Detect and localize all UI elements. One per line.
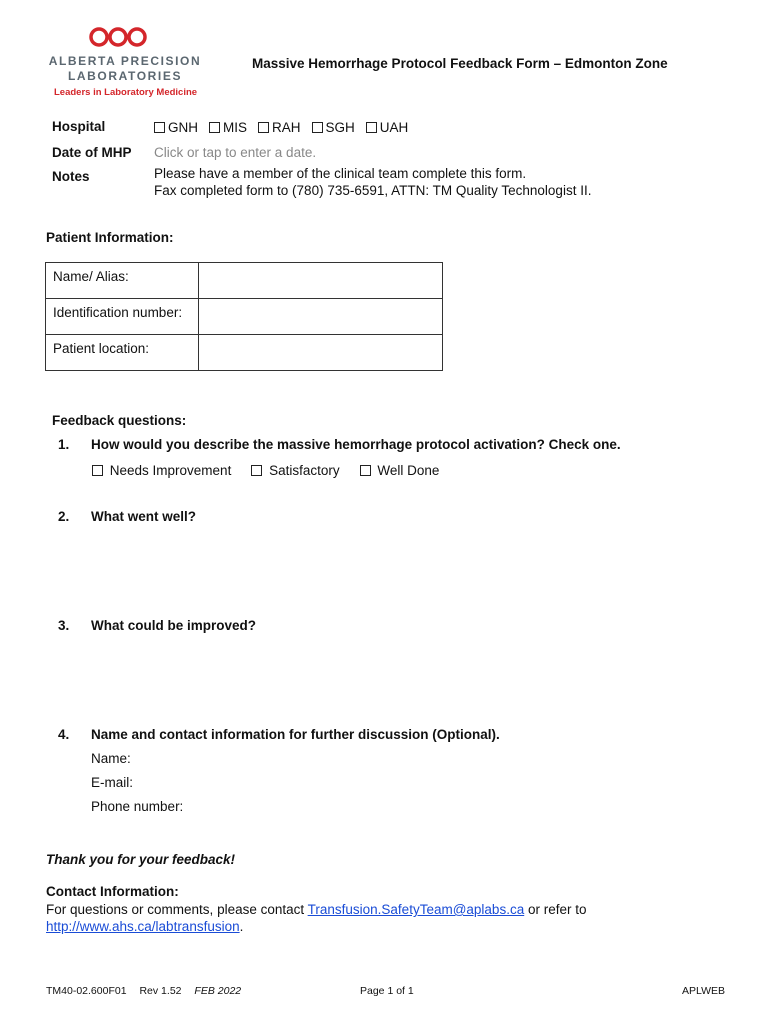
logo-mark: [88, 26, 148, 53]
patient-table: [45, 262, 443, 371]
contact-text: [46, 901, 706, 935]
patient-name-label: Name/ Alias:: [46, 263, 199, 299]
contact-email-link[interactable]: Transfusion.SafetyTeam@aplabs.ca: [307, 902, 525, 917]
hospital-option-sgh[interactable]: SGH: [312, 120, 355, 135]
q4-text: Name and contact information for further discussion (Optional).: [91, 727, 500, 742]
q1-options: [92, 463, 439, 478]
q1-option-needs-improvement[interactable]: Needs Improvement: [92, 463, 231, 478]
checkbox-icon[interactable]: [251, 465, 262, 476]
logo-rings-icon: [88, 26, 148, 48]
notes-line-1: Please have a member of the clinical team complete this form.: [154, 166, 527, 181]
thanks-message: Thank you for your feedback!: [46, 852, 236, 867]
footer-revision: Rev 1.52: [139, 985, 182, 997]
footer-doc-info: [46, 985, 241, 997]
q2-number: 2.: [58, 509, 70, 524]
checkbox-icon[interactable]: [360, 465, 371, 476]
footer-code: APLWEB: [682, 985, 725, 997]
footer-page-number: Page 1 of 1: [360, 985, 414, 997]
checkbox-icon[interactable]: [258, 122, 269, 133]
q3-number: 3.: [58, 618, 70, 633]
patient-id-label: Identification number:: [46, 299, 199, 335]
checkbox-icon[interactable]: [312, 122, 323, 133]
hospital-option-mis[interactable]: MIS: [209, 120, 247, 135]
q4-name-field[interactable]: Name:: [91, 751, 131, 766]
q1-option-well-done[interactable]: Well Done: [360, 463, 440, 478]
table-row: [46, 335, 443, 371]
notes-label: Notes: [52, 169, 90, 184]
logo-line-2: LABORATORIES: [67, 69, 183, 83]
hospital-label: Hospital: [52, 119, 106, 134]
q4-email-field[interactable]: E-mail:: [91, 775, 134, 790]
notes-line-2: Fax completed form to (780) 735-6591, ATTN: TM Quality Technologist II.: [154, 183, 592, 198]
date-input[interactable]: Click or tap to enter a date.: [154, 145, 317, 160]
hospital-option-rah[interactable]: RAH: [258, 120, 301, 135]
hospital-options: [154, 119, 419, 137]
date-label: Date of MHP: [52, 145, 132, 160]
contact-text-after: .: [239, 919, 244, 934]
contact-text-before: For questions or comments, please contact: [46, 902, 308, 917]
checkbox-icon[interactable]: [366, 122, 377, 133]
patient-location-field[interactable]: [199, 335, 443, 371]
q2-answer-area[interactable]: [91, 530, 711, 610]
q3-answer-area[interactable]: [91, 640, 711, 720]
hospital-option-uah[interactable]: UAH: [366, 120, 409, 135]
patient-name-field[interactable]: [199, 263, 443, 299]
patient-heading: Patient Information:: [46, 230, 174, 245]
q3-text: What could be improved?: [91, 618, 257, 633]
logo-text: [48, 54, 202, 84]
feedback-heading: Feedback questions:: [52, 413, 187, 428]
checkbox-icon[interactable]: [92, 465, 103, 476]
table-row: [46, 299, 443, 335]
patient-id-field[interactable]: [199, 299, 443, 335]
notes-text: [154, 165, 591, 199]
footer-doc-id: TM40-02.600F01: [46, 985, 127, 997]
logo-line-1: ALBERTA PRECISION: [48, 54, 202, 68]
contact-url-link[interactable]: http://www.ahs.ca/labtransfusion: [46, 919, 240, 934]
patient-location-label: Patient location:: [46, 335, 199, 371]
logo-tagline: Leaders in Laboratory Medicine: [54, 87, 198, 98]
q1-number: 1.: [58, 437, 70, 452]
q4-phone-field[interactable]: Phone number:: [91, 799, 184, 814]
checkbox-icon[interactable]: [209, 122, 220, 133]
table-row: [46, 263, 443, 299]
q1-text: How would you describe the massive hemorrhage protocol activation? Check one.: [91, 437, 621, 452]
page-title: Massive Hemorrhage Protocol Feedback Form – Edmonton Zone: [252, 56, 668, 71]
checkbox-icon[interactable]: [154, 122, 165, 133]
contact-heading: Contact Information:: [46, 884, 179, 899]
footer-date: FEB 2022: [194, 985, 242, 997]
q4-number: 4.: [58, 727, 70, 742]
q2-text: What went well?: [91, 509, 197, 524]
contact-text-middle: or refer to: [524, 902, 587, 917]
q1-option-satisfactory[interactable]: Satisfactory: [251, 463, 339, 478]
hospital-option-gnh[interactable]: GNH: [154, 120, 198, 135]
